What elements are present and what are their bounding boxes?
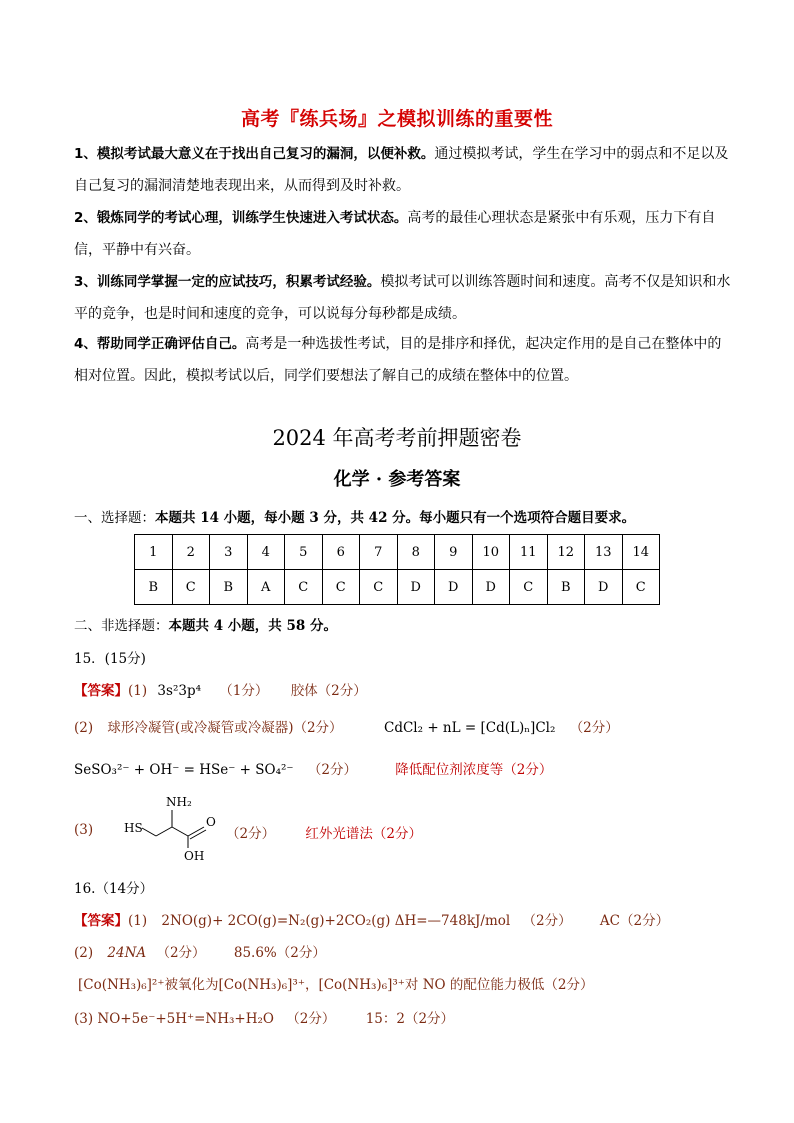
q15-p2-num: (2) — [74, 720, 94, 736]
q15-header: 15．(15分) — [74, 651, 146, 667]
structure-bonds — [142, 810, 206, 848]
question-number: 4 — [247, 535, 285, 570]
answer-cell: D — [585, 570, 623, 605]
q15-p2-eq2-score: （2分） — [307, 762, 357, 778]
answer-cell: C — [172, 570, 210, 605]
section-1-heading — [74, 506, 635, 526]
question-number: 3 — [210, 535, 248, 570]
cysteine-structure — [118, 790, 228, 866]
q15-p2-answer-c: 降低配位剂浓度等（2分） — [395, 762, 553, 778]
answer-cell: D — [435, 570, 473, 605]
answer-cell: C — [285, 570, 323, 605]
q15-p1-score: （1分） — [219, 683, 269, 699]
question-number: 11 — [510, 535, 548, 570]
section-2-text: 本题共 4 小题，共 58 分。 — [168, 618, 337, 634]
q15-p2-eq2: SeSO₃²⁻ + OH⁻ = HSe⁻ + SO₄²⁻ — [74, 762, 294, 778]
q15-p2-eq-text: CdCl₂ + nL = [Cd(L)ₙ]Cl₂ — [384, 720, 556, 736]
q16-p2-answer-a: 24NA — [107, 945, 147, 961]
question-number: 8 — [397, 535, 435, 570]
question-number: 14 — [622, 535, 660, 570]
q15-p3-score: （2分） — [226, 826, 276, 842]
question-number: 1 — [135, 535, 173, 570]
point-3-lead: 3、训练同学掌握一定的应试技巧，积累考试经验。 — [74, 274, 381, 290]
section-2-label: 二、非选择题： — [74, 618, 169, 634]
q16-p1-equation: 2NO(g)+ 2CO(g)=N₂(g)+2CO₂(g) ΔH=—748kJ/mol — [161, 913, 511, 929]
point-1-lead: 1、模拟考试最大意义在于找出自己复习的漏洞，以便补救。 — [74, 146, 435, 162]
answer-cell: C — [622, 570, 660, 605]
answer-cell: C — [322, 570, 360, 605]
section-1-label: 一、选择题： — [74, 510, 155, 526]
answer-table-answers-row — [135, 570, 660, 605]
structure-oh-label: OH — [184, 849, 205, 863]
point-1 — [74, 138, 734, 202]
q15-part2-row1 — [74, 716, 343, 736]
q15-p3-num: (3) — [74, 822, 94, 838]
question-number: 12 — [547, 535, 585, 570]
q16-part1 — [74, 909, 669, 929]
q16-p2-num: (2) — [74, 945, 94, 961]
question-number: 6 — [322, 535, 360, 570]
answer-cell: C — [510, 570, 548, 605]
structure-o-label: O — [206, 815, 216, 829]
question-number: 10 — [472, 535, 510, 570]
q16-p3-score: （2分） — [286, 1011, 336, 1027]
section-1-text: 本题共 14 小题，每小题 3 分，共 42 分。每小题只有一个选项符合题目要求。 — [155, 510, 636, 526]
q16-p1-score: （2分） — [522, 913, 572, 929]
point-2-lead: 2、锻炼同学的考试心理，训练学生快速进入考试状态。 — [74, 210, 408, 226]
q15-p3-answer-b: 红外光谱法（2分） — [305, 826, 422, 842]
q15-p1-answer-b: 胶体（2分） — [290, 683, 367, 699]
section-2-heading — [74, 614, 337, 634]
answer-table-numbers-row — [135, 535, 660, 570]
answer-cell: B — [547, 570, 585, 605]
point-4-text: 高考是一种选拔性考试，目的是排序和择优，起决定作用的是自己在整体中的相对位置。因此，模拟考试以后，同学们要想法了解自己的成绩在整体中的位置。 — [74, 336, 722, 384]
point-4 — [74, 328, 734, 392]
exam-title: 2024 年高考考前押题密卷 — [272, 426, 522, 450]
answer-cell: A — [247, 570, 285, 605]
q15-part1 — [74, 679, 367, 699]
q16-p2-answer-c: [Co(NH₃)₆]²⁺被氧化为[Co(NH₃)₆]³⁺，[Co(NH₃)₆]³⁺对 NO 的配位能力极低（2分） — [78, 977, 594, 993]
question-number: 7 — [360, 535, 398, 570]
point-3-text: 模拟考试可以训练答题时间和速度。高考不仅是知识和水平的竞争，也是时间和速度的竞争，可以说每分每秒都是成绩。 — [74, 274, 731, 322]
point-2 — [74, 202, 734, 266]
answer-table — [134, 534, 660, 605]
q16-header: 16.（14分） — [74, 881, 154, 897]
q15-p2-answer-a: 球形冷凝管(或冷凝管或冷凝器)（2分） — [107, 720, 343, 736]
q15-part2-row2 — [74, 758, 552, 778]
answer-cell: B — [135, 570, 173, 605]
banner-title: 高考『练兵场』之模拟训练的重要性 — [240, 108, 553, 130]
point-1-text: 通过模拟考试，学生在学习中的弱点和不足以及自己复习的漏洞清楚地表现出来，从而得到及时补救。 — [74, 146, 729, 194]
question-number: 2 — [172, 535, 210, 570]
q15-part3-answers — [226, 822, 422, 842]
question-number: 13 — [585, 535, 623, 570]
answer-cell: B — [210, 570, 248, 605]
structure-nh2-label: NH₂ — [166, 795, 192, 809]
point-2-text: 高考的最佳心理状态是紧张中有乐观，压力下有自信，平静中有兴奋。 — [74, 210, 716, 258]
answer-cell: C — [360, 570, 398, 605]
q16-p2-answer-b: 85.6%（2分） — [233, 945, 326, 961]
q15-answer-tag: 【答案】 — [74, 683, 128, 699]
q16-part2 — [74, 941, 326, 961]
q15-p1-num: (1) — [128, 683, 148, 699]
q16-p3-num: (3) — [74, 1011, 94, 1027]
point-4-lead: 4、帮助同学正确评估自己。 — [74, 336, 246, 352]
point-3 — [74, 266, 734, 330]
q16-p3-equation: NO+5e⁻+5H⁺=NH₃+H₂O — [97, 1011, 274, 1027]
question-number: 9 — [435, 535, 473, 570]
answer-cell: D — [472, 570, 510, 605]
q16-p1-num: (1) — [128, 913, 148, 929]
q16-p1-answer-b: AC（2分） — [599, 913, 670, 929]
q15-p2-eq-score: （2分） — [569, 720, 619, 736]
structure-hs-label: HS — [124, 821, 143, 835]
question-number: 5 — [285, 535, 323, 570]
q15-p2-equation — [384, 716, 619, 736]
q16-answer-tag: 【答案】 — [74, 913, 128, 929]
q15-p1-config: 3s²3p⁴ — [157, 683, 201, 699]
q16-p3-answer-b: 15：2（2分） — [365, 1011, 455, 1027]
answer-cell: D — [397, 570, 435, 605]
exam-subtitle: 化学 · 参考答案 — [333, 469, 461, 490]
q16-p2-answer-a-score: （2分） — [156, 945, 206, 961]
q16-part3 — [74, 1007, 454, 1027]
